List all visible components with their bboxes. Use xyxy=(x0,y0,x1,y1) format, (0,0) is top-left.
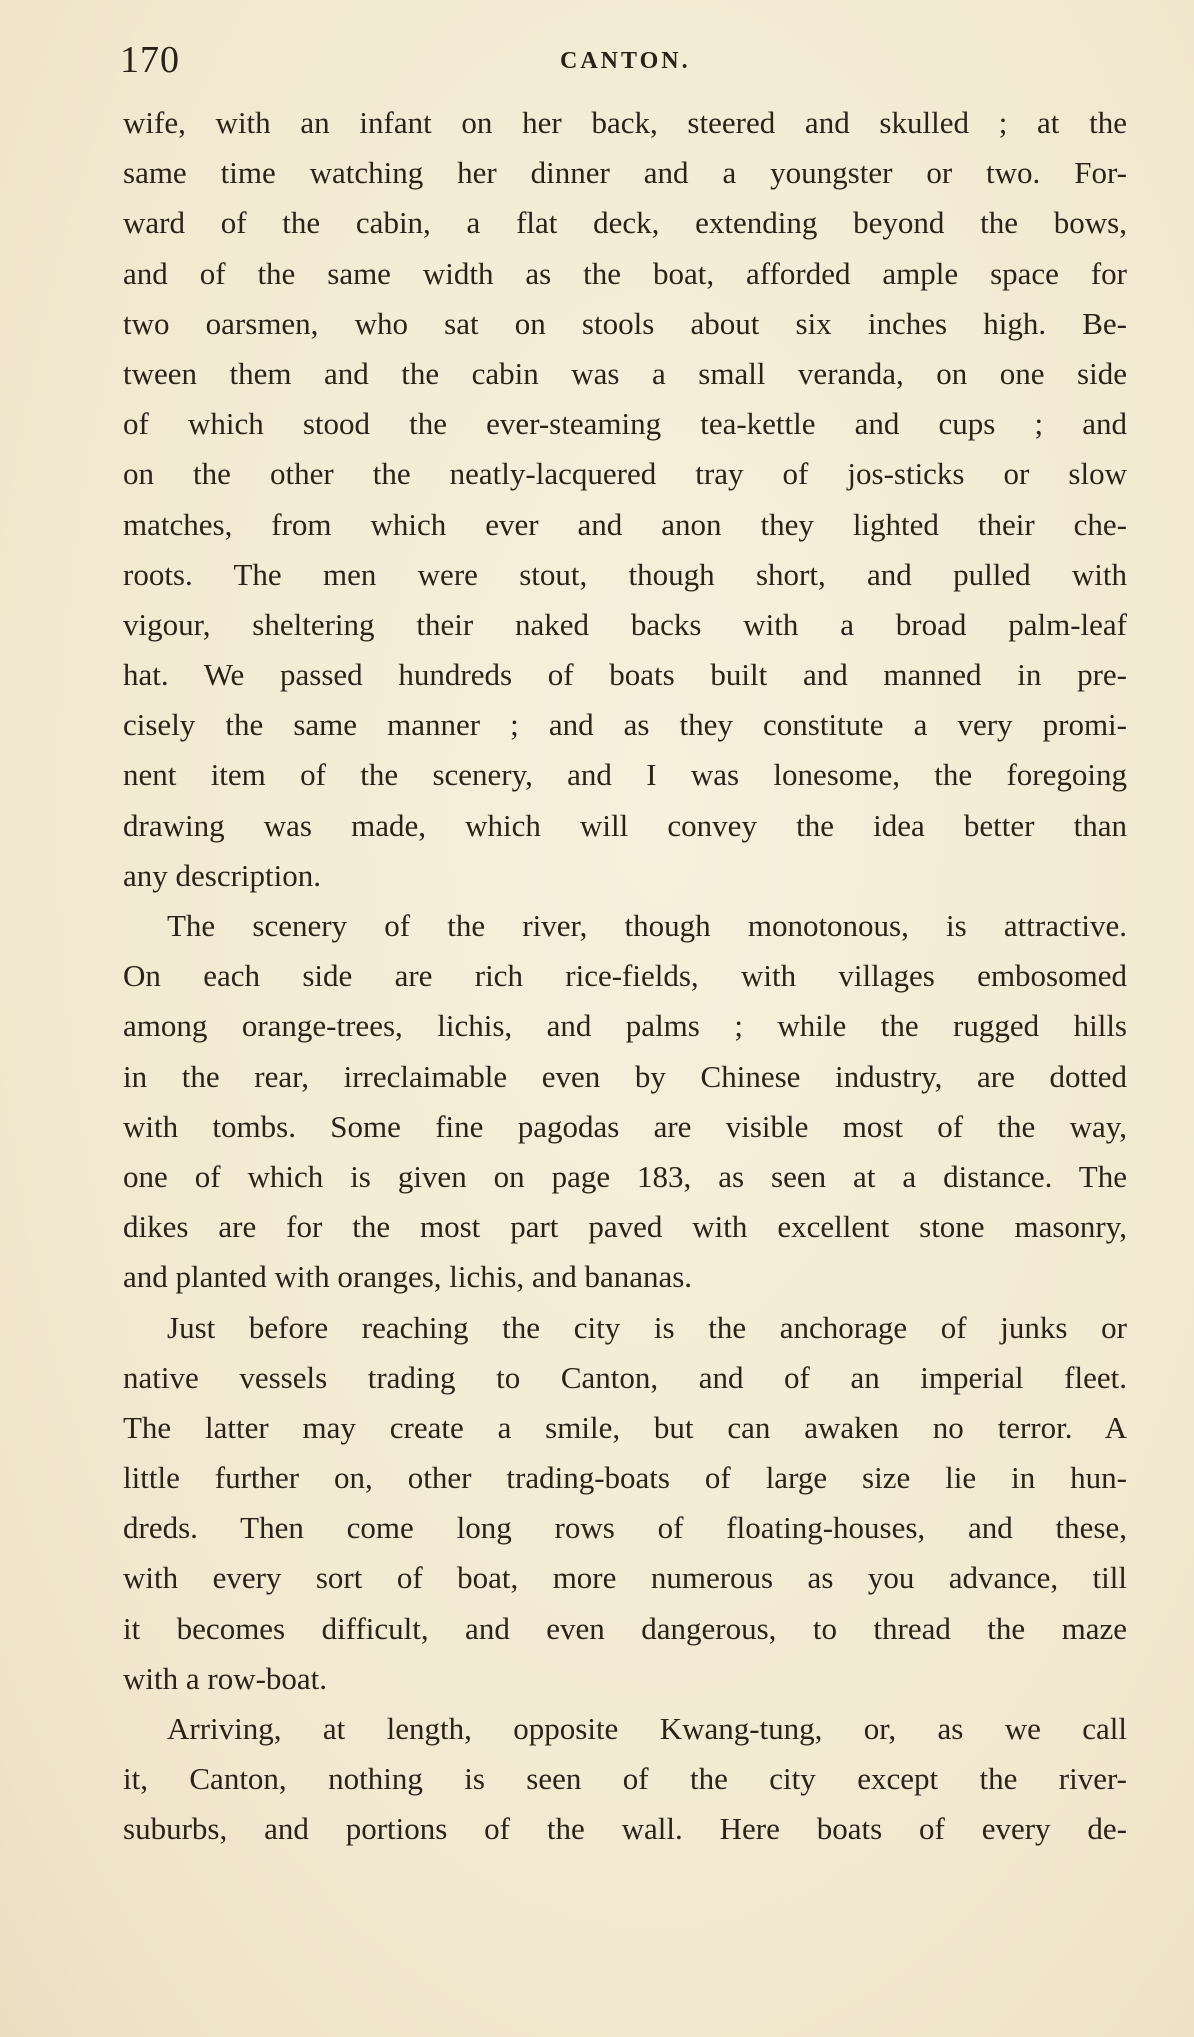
text-line: of which stood the ever-steaming tea-kettle and cups ; and xyxy=(123,406,1127,442)
running-title: CANTON. xyxy=(560,48,691,74)
text-line: On each side are rich rice-fields, with villages embosomed xyxy=(123,958,1127,994)
text-line: hat. We passed hundreds of boats built and manned in pre- xyxy=(123,657,1127,693)
text-line: nent item of the scenery, and I was lonesome, the foregoing xyxy=(123,757,1127,793)
text-line: dreds. Then come long rows of floating-houses, and these, xyxy=(123,1510,1127,1546)
body-text xyxy=(123,98,1127,1855)
text-line: and planted with oranges, lichis, and bananas. xyxy=(123,1259,693,1295)
running-head xyxy=(120,38,1130,88)
text-line: dikes are for the most part paved with excellent stone masonry, xyxy=(123,1209,1127,1245)
text-line: in the rear, irreclaimable even by Chinese industry, are dotted xyxy=(123,1058,1127,1094)
text-line: vigour, sheltering their naked backs with a broad palm-leaf xyxy=(123,606,1127,642)
text-line: it, Canton, nothing is seen of the city except the river- xyxy=(123,1761,1127,1797)
text-line: on the other the neatly-lacquered tray of jos-sticks or slow xyxy=(123,456,1127,492)
text-line: with tombs. Some fine pagodas are visible most of the way, xyxy=(123,1108,1127,1144)
text-line: wife, with an infant on her back, steered and skulled ; at the xyxy=(123,105,1127,140)
text-line: The latter may create a smile, but can awaken no terror. A xyxy=(123,1409,1127,1445)
text-line: drawing was made, which will convey the idea better than xyxy=(123,807,1127,843)
text-line: one of which is given on page 183, as seen at a distance. The xyxy=(123,1158,1127,1194)
paragraph-first-line: Arriving, at length, opposite Kwang-tung, or, as we call xyxy=(167,1711,1127,1746)
text-line: same time watching her dinner and a youngster or two. For- xyxy=(123,155,1127,191)
page-number: 170 xyxy=(120,39,180,81)
text-line: native vessels trading to Canton, and of an imperial fleet. xyxy=(123,1359,1127,1395)
text-line: it becomes difficult, and even dangerous, to thread the maze xyxy=(123,1610,1127,1646)
text-line: little further on, other trading-boats of large size lie in hun- xyxy=(123,1460,1127,1496)
text-line: matches, from which ever and anon they lighted their che- xyxy=(123,506,1127,542)
text-line: cisely the same manner ; and as they constitute a very promi- xyxy=(123,707,1127,743)
text-line: ward of the cabin, a flat deck, extending beyond the bows, xyxy=(123,205,1127,241)
text-line: tween them and the cabin was a small veranda, on one side xyxy=(123,355,1127,391)
text-line: with a row-boat. xyxy=(123,1660,328,1696)
text-line: roots. The men were stout, though short, and pulled with xyxy=(123,556,1127,592)
text-line: suburbs, and portions of the wall. Here boats of every de- xyxy=(123,1811,1127,1847)
paragraph-first-line: Just before reaching the city is the anchorage of junks or xyxy=(167,1309,1127,1345)
text-line: any description. xyxy=(123,857,322,893)
text-line: among orange-trees, lichis, and palms ; while the rugged hills xyxy=(123,1008,1127,1044)
text-line: with every sort of boat, more numerous as you advance, till xyxy=(123,1560,1127,1596)
paragraph-first-line: The scenery of the river, though monotonous, is attractive. xyxy=(167,908,1127,943)
text-line: and of the same width as the boat, afforded ample space for xyxy=(123,255,1127,291)
text-line: two oarsmen, who sat on stools about six inches high. Be- xyxy=(123,305,1127,341)
